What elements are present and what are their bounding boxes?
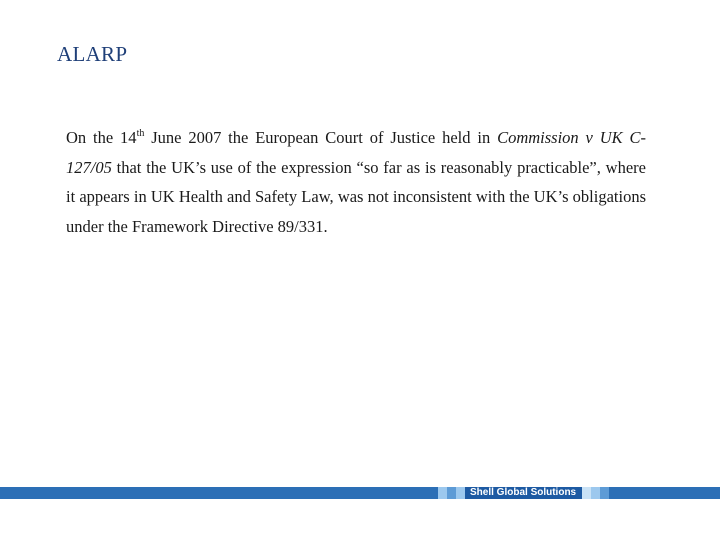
footer-brand: [438, 487, 609, 499]
brand-square-decor: [582, 487, 591, 499]
case-citation: Commission v UK C-127/05: [66, 128, 647, 177]
body-paragraph: [66, 123, 646, 241]
paragraph-text-3: that the UK’s use of the expression “so far as is reasonably practicable”, where it appears in UK Health and Safety Law, was not inconsistent with the UK’s obligations under the Framework Directive 89/331.: [66, 157, 646, 236]
brand-square-decor: [591, 487, 600, 499]
slide-title: ALARP: [57, 42, 128, 66]
brand-square-decor: [447, 487, 456, 499]
paragraph-text-1: On the 14: [66, 128, 137, 147]
paragraph-text-2: June 2007 the European Court of Justice held in: [144, 128, 498, 147]
ordinal-superscript: th: [136, 127, 145, 139]
brand-square-decor: [438, 487, 447, 499]
brand-logo-text: Shell Global Solutions: [465, 487, 582, 499]
brand-square-decor: [456, 487, 465, 499]
footer-bar: [0, 487, 720, 499]
brand-square-decor: [600, 487, 609, 499]
